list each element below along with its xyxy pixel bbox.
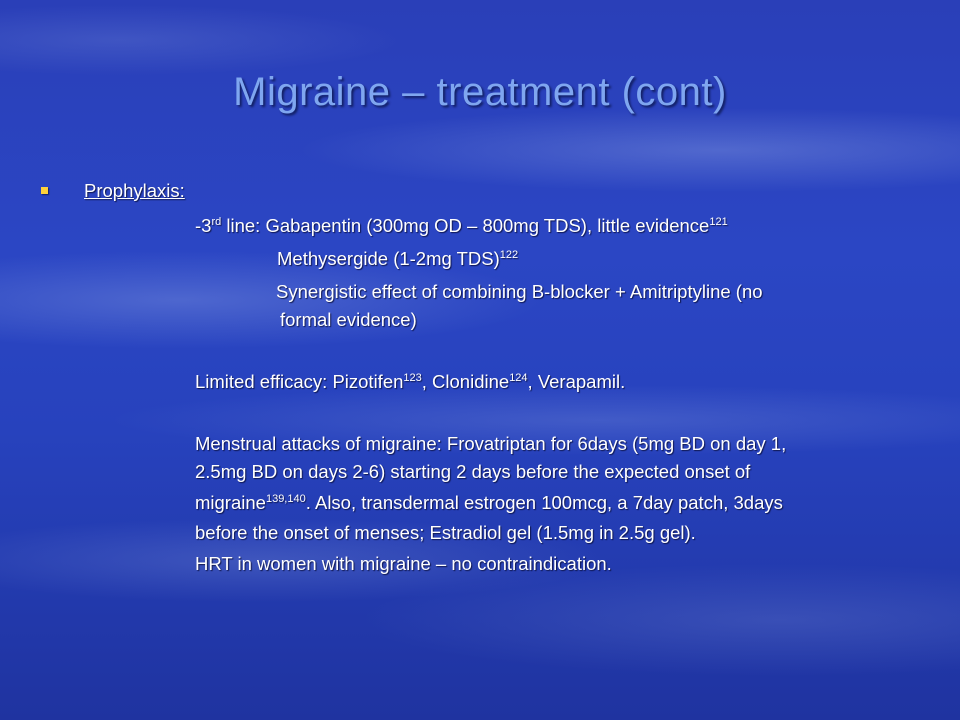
hrt-text: HRT in women with migraine – no contraindication. [195, 553, 612, 574]
synergistic-text: Synergistic effect of combining B-blocker + Amitriptyline (no [276, 281, 763, 302]
estradiol-gel-text: before the onset of menses; Estradiol gel (1.5mg in 2.5g gel). [195, 522, 696, 543]
square-bullet-icon [41, 187, 48, 194]
limited-efficacy-text: Limited efficacy: Pizotifen$^{123}$, Clonidine$^{124}$, Verapamil. [195, 371, 626, 392]
transdermal-estrogen-text: migraine$^{139,140}$. Also, transdermal estrogen 100mcg, a 7day patch, 3days [195, 492, 783, 513]
formal-evidence-text: formal evidence) [280, 309, 417, 330]
slide-title: Migraine – treatment (cont) [233, 70, 727, 114]
menstrual-attacks-text: Menstrual attacks of migraine: Frovatriptan for 6days (5mg BD on day 1, [195, 433, 787, 454]
frovatriptan-dosing-text: 2.5mg BD on days 2-6) starting 2 days before the expected onset of [195, 461, 751, 482]
methysergide-text: Methysergide (1-2mg TDS)$^{122}$ [277, 248, 519, 269]
prophylaxis-heading: Prophylaxis: [84, 180, 185, 201]
third-line-text: -3rd line: Gabapentin (300mg OD – 800mg TDS), little evidence$^{121}$ [195, 215, 728, 236]
